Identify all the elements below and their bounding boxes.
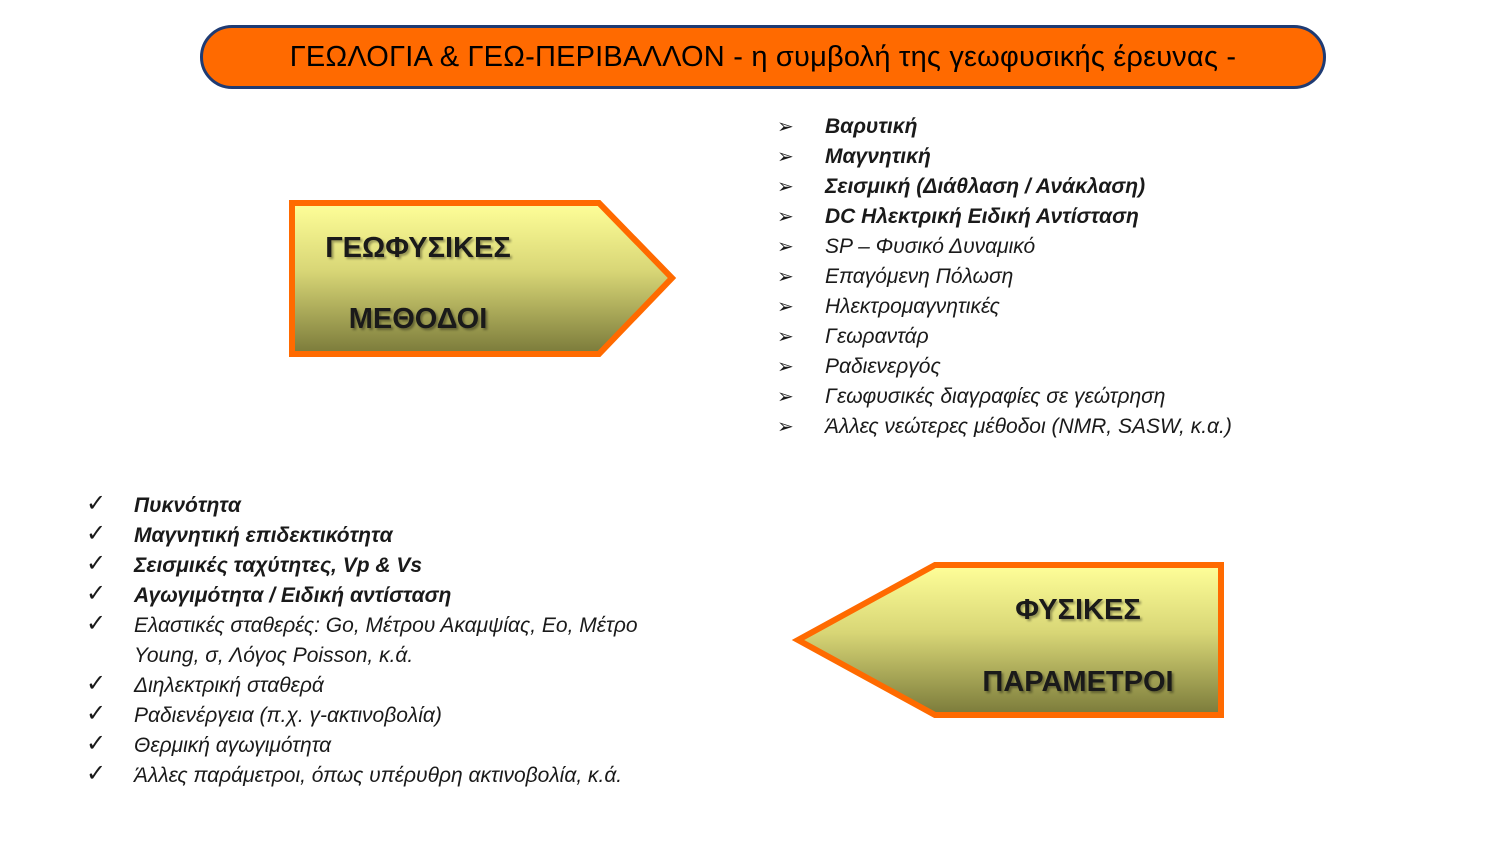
param-item [86,491,638,521]
arrowhead-bullet-icon: ➢ [777,296,794,318]
param-item [86,521,638,551]
checkmark-icon: ✓ [86,580,107,607]
method-item-text: Γεωραντάρ [825,325,929,348]
checkmark-icon: ✓ [86,490,107,517]
checkmark-icon: ✓ [86,700,107,727]
method-item [777,262,1232,292]
param-item-text: Θερμική αγωγιμότητα [134,734,332,757]
arrowhead-bullet-icon: ➢ [777,146,794,168]
arrowhead-bullet-icon: ➢ [777,206,794,228]
method-item [777,172,1232,202]
param-item [86,701,638,731]
method-item [777,112,1232,142]
methods-arrow-label-2: ΜΕΘΟΔΟΙ [348,303,488,335]
right-arrow-shape [289,200,675,360]
param-item-text: Σεισμικές ταχύτητες, Vp & Vs [134,554,423,577]
param-item-text: Μαγνητική επιδεκτικότητα [134,524,393,547]
checkmark-icon: ✓ [86,730,107,757]
method-item-text: Επαγόμενη Πόλωση [825,265,1014,288]
param-item [86,671,638,701]
method-item-text: Βαρυτική [825,115,918,138]
param-item-text-continued: Young, σ, Λόγος Poisson, κ.ά. [134,644,414,667]
arrowhead-bullet-icon: ➢ [777,386,794,408]
checkmark-icon: ✓ [86,610,107,637]
method-item [777,292,1232,322]
checkmark-icon: ✓ [86,550,107,577]
method-item [777,322,1232,352]
method-item [777,412,1232,442]
method-item [777,232,1232,262]
method-item [777,202,1232,232]
methods-arrow-label-1: ΓΕΩΦΥΣΙΚΕΣ [325,232,511,264]
param-item [86,551,638,581]
method-item-text: Ηλεκτρομαγνητικές [825,295,1000,318]
param-item-text: Πυκνότητα [134,494,241,517]
method-item-text: Μαγνητική [825,145,931,168]
param-item-text: Άλλες παράμετροι, όπως υπέρυθρη ακτινοβολία, κ.ά. [134,764,623,787]
checkmark-icon: ✓ [86,670,107,697]
param-item-text: Αγωγιμότητα / Ειδική αντίσταση [134,584,452,607]
param-item [86,611,638,671]
arrowhead-bullet-icon: ➢ [777,356,794,378]
param-item-text: Ραδιενέργεια (π.χ. γ-ακτινοβολία) [134,704,442,727]
method-item [777,352,1232,382]
method-item [777,142,1232,172]
arrowhead-bullet-icon: ➢ [777,236,794,258]
checkmark-icon: ✓ [86,520,107,547]
param-item-text: Διηλεκτρική σταθερά [134,674,324,697]
method-item-text: Σεισμική (Διάθλαση / Ανάκλαση) [825,175,1146,198]
params-list [86,491,638,791]
method-item-text: SP – Φυσικό Δυναμικό [825,235,1036,258]
param-item-text: Ελαστικές σταθερές: Go, Μέτρου Ακαμψίας, Eο, Μέτρο [134,614,638,637]
method-item [777,382,1232,412]
method-item-text: Ραδιενεργός [825,355,941,378]
params-arrow-label-1: ΦΥΣΙΚΕΣ [1015,594,1141,626]
method-item-text: Άλλες νεώτερες μέθοδοι (NMR, SASW, κ.α.) [825,415,1232,438]
method-item-text: DC Ηλεκτρική Ειδική Αντίσταση [825,205,1139,228]
arrowhead-bullet-icon: ➢ [777,326,794,348]
method-item-text: Γεωφυσικές διαγραφίες σε γεώτρηση [825,385,1166,408]
arrowhead-bullet-icon: ➢ [777,266,794,288]
arrowhead-bullet-icon: ➢ [777,416,794,438]
arrowhead-bullet-icon: ➢ [777,116,794,138]
checkmark-icon: ✓ [86,760,107,787]
param-item [86,761,638,791]
methods-arrow [289,200,675,360]
arrowhead-bullet-icon: ➢ [777,176,794,198]
title-banner [200,25,1326,89]
param-item [86,731,638,761]
methods-list [777,112,1232,442]
page-title: ΓΕΩΛΟΓΙΑ & ΓΕΩ-ΠΕΡΙΒΑΛΛΟΝ - η συμβολή της γεωφυσικής έρευνας - [289,40,1237,73]
params-arrow-label-2: ΠΑΡΑΜΕΤΡΟΙ [982,666,1174,698]
param-item [86,581,638,611]
